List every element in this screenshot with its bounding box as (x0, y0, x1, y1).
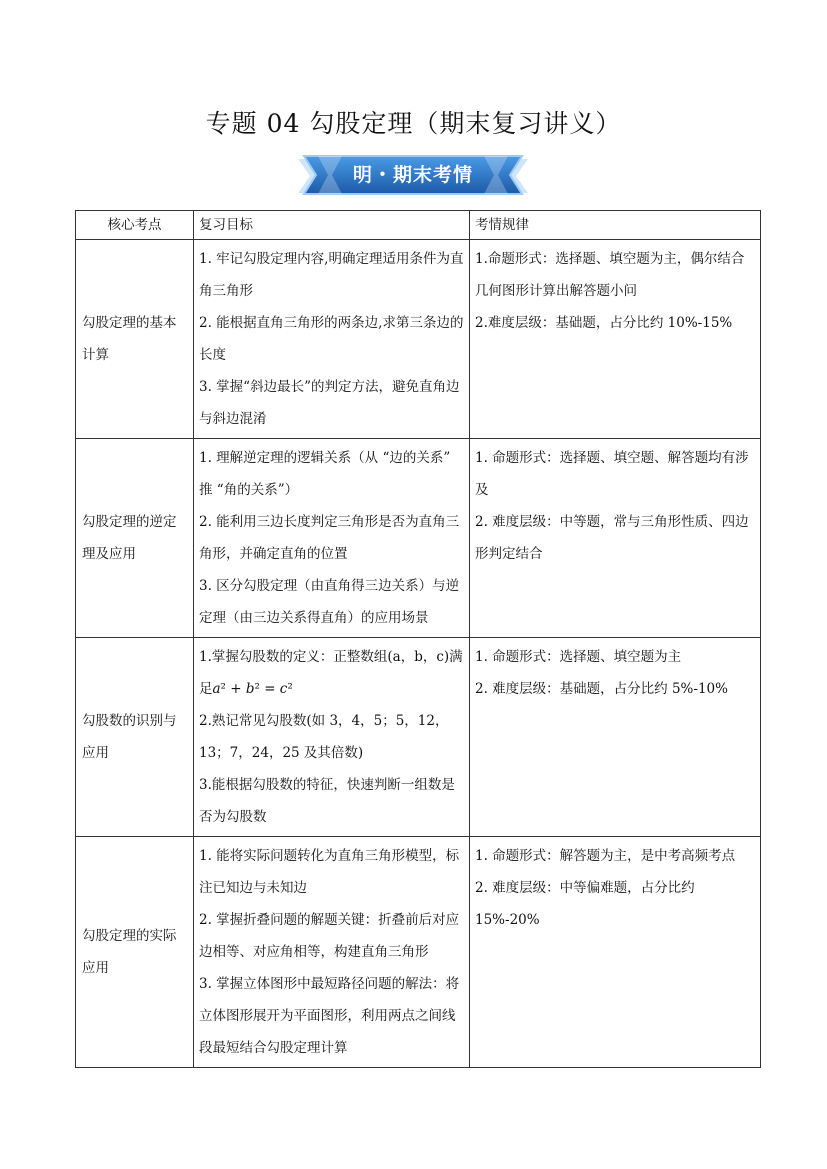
section-banner (296, 153, 530, 199)
pattern-item: 1. 命题形式：解答题为主，是中考高频考点 (475, 848, 736, 864)
pattern-item: 1.命题形式：选择题、填空题为主，偶尔结合几何图形计算出解答题小问 (475, 251, 745, 299)
goal-item: 2. 掌握折叠问题的解题关键：折叠前后对应边相等、对应角相等，构建直角三角形 (199, 912, 460, 960)
header-patterns: 考情规律 (470, 211, 761, 240)
patterns-cell (470, 439, 761, 638)
pattern-item: 2. 难度层级：基础题，占分比约 5%-10% (475, 681, 728, 697)
goal-item: 1. 理解逆定理的逻辑关系（从 “边的关系” 推 “角的关系”） (199, 450, 451, 498)
table-header-row (76, 211, 761, 240)
goal-item: 3. 区分勾股定理（由直角得三边关系）与逆定理（由三边关系得直角）的应用场景 (199, 578, 460, 626)
goals-cell (194, 638, 470, 837)
patterns-cell (470, 638, 761, 837)
goal-item: 1.掌握勾股数的定义：正整数组(a，b，c)满足𝑎² + 𝑏² = 𝑐² (199, 649, 463, 697)
patterns-cell (470, 837, 761, 1068)
header-topic: 核心考点 (76, 211, 194, 240)
pattern-item: 2. 难度层级：中等题，常与三角形性质、四边形判定结合 (475, 514, 749, 562)
pattern-item: 2. 难度层级：中等偏难题，占分比约 15%-20% (475, 880, 695, 928)
table-row (76, 638, 761, 837)
goal-item: 2. 能利用三边长度判定三角形是否为直角三角形，并确定直角的位置 (199, 514, 460, 562)
table-row (76, 240, 761, 439)
banner-label: 明・期末考情 (352, 164, 473, 186)
goals-cell (194, 240, 470, 439)
pattern-item: 2.难度层级：基础题，占分比约 10%-15% (475, 315, 733, 331)
header-goals: 复习目标 (194, 211, 470, 240)
goals-cell (194, 837, 470, 1068)
table-row (76, 837, 761, 1068)
exam-table (75, 210, 761, 1068)
goal-item: 2.熟记常见勾股数(如 3，4，5；5，12，13；7，24，25 及其倍数) (199, 713, 449, 761)
goal-item: 2. 能根据直角三角形的两条边,求第三条边的长度 (199, 315, 464, 363)
goal-item: 3. 掌握立体图形中最短路径问题的解法：将立体图形展开为平面图形，利用两点之间线段最短结合勾股定理计算 (199, 976, 460, 1056)
goals-cell (194, 439, 470, 638)
goal-item: 3.能根据勾股数的特征，快速判断一组数是否为勾股数 (199, 777, 455, 825)
goal-item: 1. 牢记勾股定理内容,明确定理适用条件为直角三角形 (199, 251, 464, 299)
pattern-item: 1. 命题形式：选择题、填空题为主 (475, 649, 682, 665)
topic-cell: 勾股定理的实际应用 (76, 837, 194, 1068)
pattern-item: 1. 命题形式：选择题、填空题、解答题均有涉及 (475, 450, 749, 498)
table-row (76, 439, 761, 638)
topic-cell: 勾股定理的基本计算 (76, 240, 194, 439)
page-title: 专题 04 勾股定理（期末复习讲义） (205, 109, 622, 138)
topic-cell: 勾股数的识别与应用 (76, 638, 194, 837)
goal-item: 3. 掌握“斜边最长”的判定方法，避免直角边与斜边混淆 (199, 379, 460, 427)
patterns-cell (470, 240, 761, 439)
topic-cell: 勾股定理的逆定理及应用 (76, 439, 194, 638)
goal-item: 1. 能将实际问题转化为直角三角形模型，标注已知边与未知边 (199, 848, 460, 896)
